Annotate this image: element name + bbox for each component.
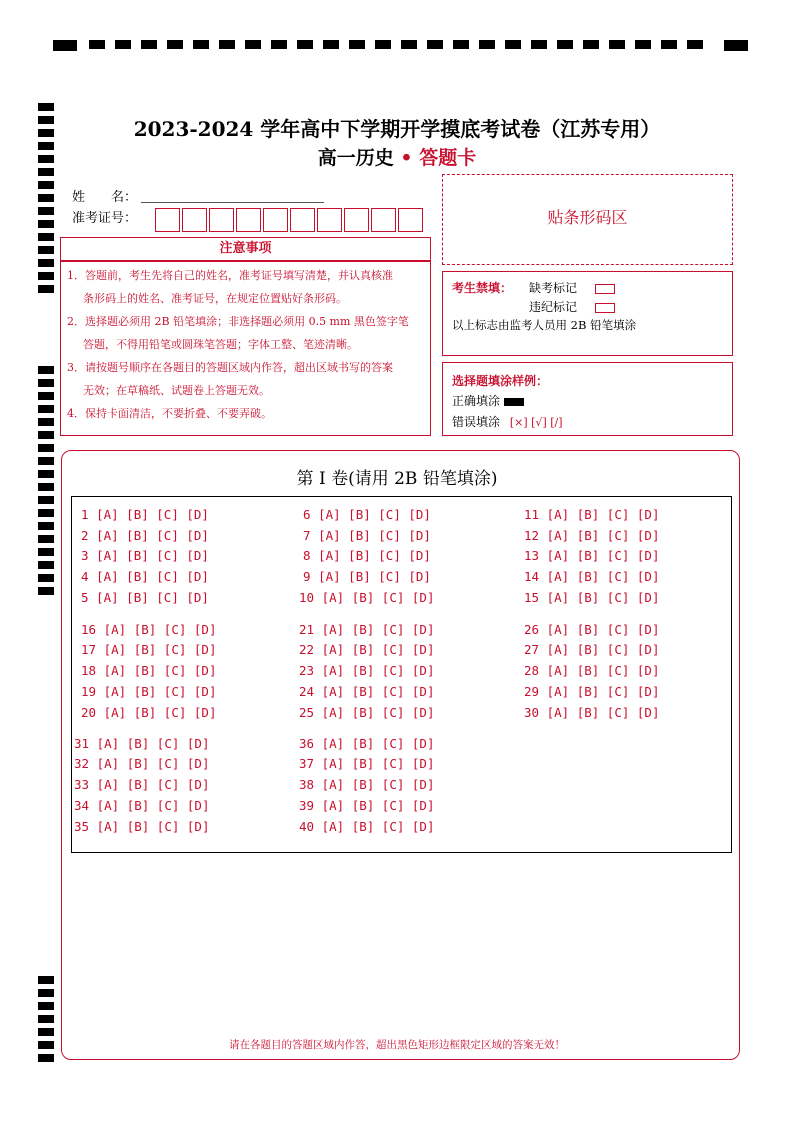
question-row[interactable]: 26 [A] [B] [C] [D] <box>524 622 660 637</box>
question-row[interactable]: 18 [A] [B] [C] [D] <box>81 663 217 678</box>
forbid-title: 考生禁填： <box>452 281 513 295</box>
question-row[interactable]: 16 [A] [B] [C] [D] <box>81 622 217 637</box>
notice-title: 注意事项 <box>219 241 272 256</box>
question-row[interactable]: 39 [A] [B] [C] [D] <box>299 798 435 813</box>
violation-checkbox[interactable] <box>595 303 615 313</box>
question-row[interactable]: 30 [A] [B] [C] [D] <box>524 705 660 720</box>
question-row[interactable]: 35 [A] [B] [C] [D] <box>74 819 210 834</box>
question-row[interactable]: 24 [A] [B] [C] [D] <box>299 684 435 699</box>
notice-item: 2．选择题必须用 2B 铅笔填涂；非选择题必须用 0.5 mm 黑色签字笔 <box>67 315 409 328</box>
question-row[interactable]: 15 [A] [B] [C] [D] <box>524 590 660 605</box>
question-row[interactable]: 38 [A] [B] [C] [D] <box>299 777 435 792</box>
wrong-label: 错误填涂 <box>452 415 501 429</box>
question-row[interactable]: 36 [A] [B] [C] [D] <box>299 736 435 751</box>
question-row[interactable]: 22 [A] [B] [C] [D] <box>299 642 435 657</box>
question-row[interactable]: 13 [A] [B] [C] [D] <box>524 548 660 563</box>
question-row[interactable]: 3 [A] [B] [C] [D] <box>81 548 209 563</box>
correct-label: 正确填涂 <box>452 394 501 408</box>
question-row[interactable]: 9 [A] [B] [C] [D] <box>303 569 431 584</box>
forbid-note: 以上标志由监考人员用 2B 铅笔填涂 <box>452 318 637 332</box>
sample-box <box>442 362 733 436</box>
name-label: 姓 名： <box>72 190 138 205</box>
question-row[interactable]: 28 [A] [B] [C] [D] <box>524 663 660 678</box>
question-row[interactable]: 29 [A] [B] [C] [D] <box>524 684 660 699</box>
footer-note: 请在各题目的答题区域内作答，超出黑色矩形边框限定区域的答案无效！ <box>229 1039 565 1051</box>
notice-item: 3．请按题号顺序在各题目的答题区域内作答，超出区域书写的答案 <box>67 361 393 374</box>
question-row[interactable]: 20 [A] [B] [C] [D] <box>81 705 217 720</box>
question-row[interactable]: 8 [A] [B] [C] [D] <box>303 548 431 563</box>
card-subtitle <box>0 143 794 170</box>
question-row[interactable]: 37 [A] [B] [C] [D] <box>299 756 435 771</box>
violation-label: 违纪标记 <box>529 300 578 314</box>
correct-sample <box>452 392 524 409</box>
filled-mark <box>504 398 524 406</box>
barcode-area <box>442 174 733 265</box>
notice-header <box>60 237 431 261</box>
barcode-label: 贴条形码区 <box>547 208 628 227</box>
question-row[interactable]: 17 [A] [B] [C] [D] <box>81 642 217 657</box>
section-title: 第 I 卷(请用 2B 铅笔填涂) <box>296 469 498 489</box>
question-row[interactable]: 34 [A] [B] [C] [D] <box>74 798 210 813</box>
question-row[interactable]: 6 [A] [B] [C] [D] <box>303 507 431 522</box>
question-row[interactable]: 11 [A] [B] [C] [D] <box>524 507 660 522</box>
question-row[interactable]: 25 [A] [B] [C] [D] <box>299 705 435 720</box>
question-row[interactable]: 19 [A] [B] [C] [D] <box>81 684 217 699</box>
question-row[interactable]: 40 [A] [B] [C] [D] <box>299 819 435 834</box>
absent-checkbox[interactable] <box>595 284 615 294</box>
question-row[interactable]: 32 [A] [B] [C] [D] <box>74 756 210 771</box>
forbid-box <box>442 271 733 356</box>
absent-label: 缺考标记 <box>529 281 578 295</box>
question-row[interactable]: 1 [A] [B] [C] [D] <box>81 507 209 522</box>
notice-item: 无效；在草稿纸、试题卷上答题无效。 <box>83 384 270 397</box>
question-row[interactable]: 2 [A] [B] [C] [D] <box>81 528 209 543</box>
notice-item: 4．保持卡面清洁，不要折叠、不要弄破。 <box>67 407 272 420</box>
notice-item: 答题，不得用铅笔或圆珠笔答题；字体工整、笔迹清晰。 <box>83 338 358 351</box>
notice-body <box>60 261 431 436</box>
bullet: • <box>400 147 413 169</box>
id-label: 准考证号： <box>72 211 138 226</box>
question-row[interactable]: 31 [A] [B] [C] [D] <box>74 736 210 751</box>
violation-mark[interactable] <box>529 298 615 315</box>
absent-mark[interactable] <box>529 279 615 296</box>
question-row[interactable]: 10 [A] [B] [C] [D] <box>299 590 435 605</box>
wrong-marks: [×] [√] [/] <box>509 416 563 429</box>
question-row[interactable]: 21 [A] [B] [C] [D] <box>299 622 435 637</box>
subject-name: 高一历史 <box>317 147 394 169</box>
exam-title: 2023-2024 学年高中下学期开学摸底考试卷（江苏专用） <box>133 117 661 141</box>
question-row[interactable]: 14 [A] [B] [C] [D] <box>524 569 660 584</box>
sample-title: 选择题填涂样例： <box>452 374 549 388</box>
card-label: 答题卡 <box>419 147 477 169</box>
question-row[interactable]: 4 [A] [B] [C] [D] <box>81 569 209 584</box>
question-row[interactable]: 33 [A] [B] [C] [D] <box>74 777 210 792</box>
notice-item: 条形码上的姓名、准考证号，在规定位置贴好条形码。 <box>83 292 347 305</box>
question-row[interactable]: 27 [A] [B] [C] [D] <box>524 642 660 657</box>
question-row[interactable]: 23 [A] [B] [C] [D] <box>299 663 435 678</box>
question-row[interactable]: 5 [A] [B] [C] [D] <box>81 590 209 605</box>
wrong-sample <box>452 413 563 430</box>
question-row[interactable]: 7 [A] [B] [C] [D] <box>303 528 431 543</box>
notice-item: 1．答题前，考生先将自己的姓名，准考证号填写清楚，并认真核准 <box>67 269 393 282</box>
name-field[interactable] <box>141 202 324 203</box>
question-row[interactable]: 12 [A] [B] [C] [D] <box>524 528 660 543</box>
